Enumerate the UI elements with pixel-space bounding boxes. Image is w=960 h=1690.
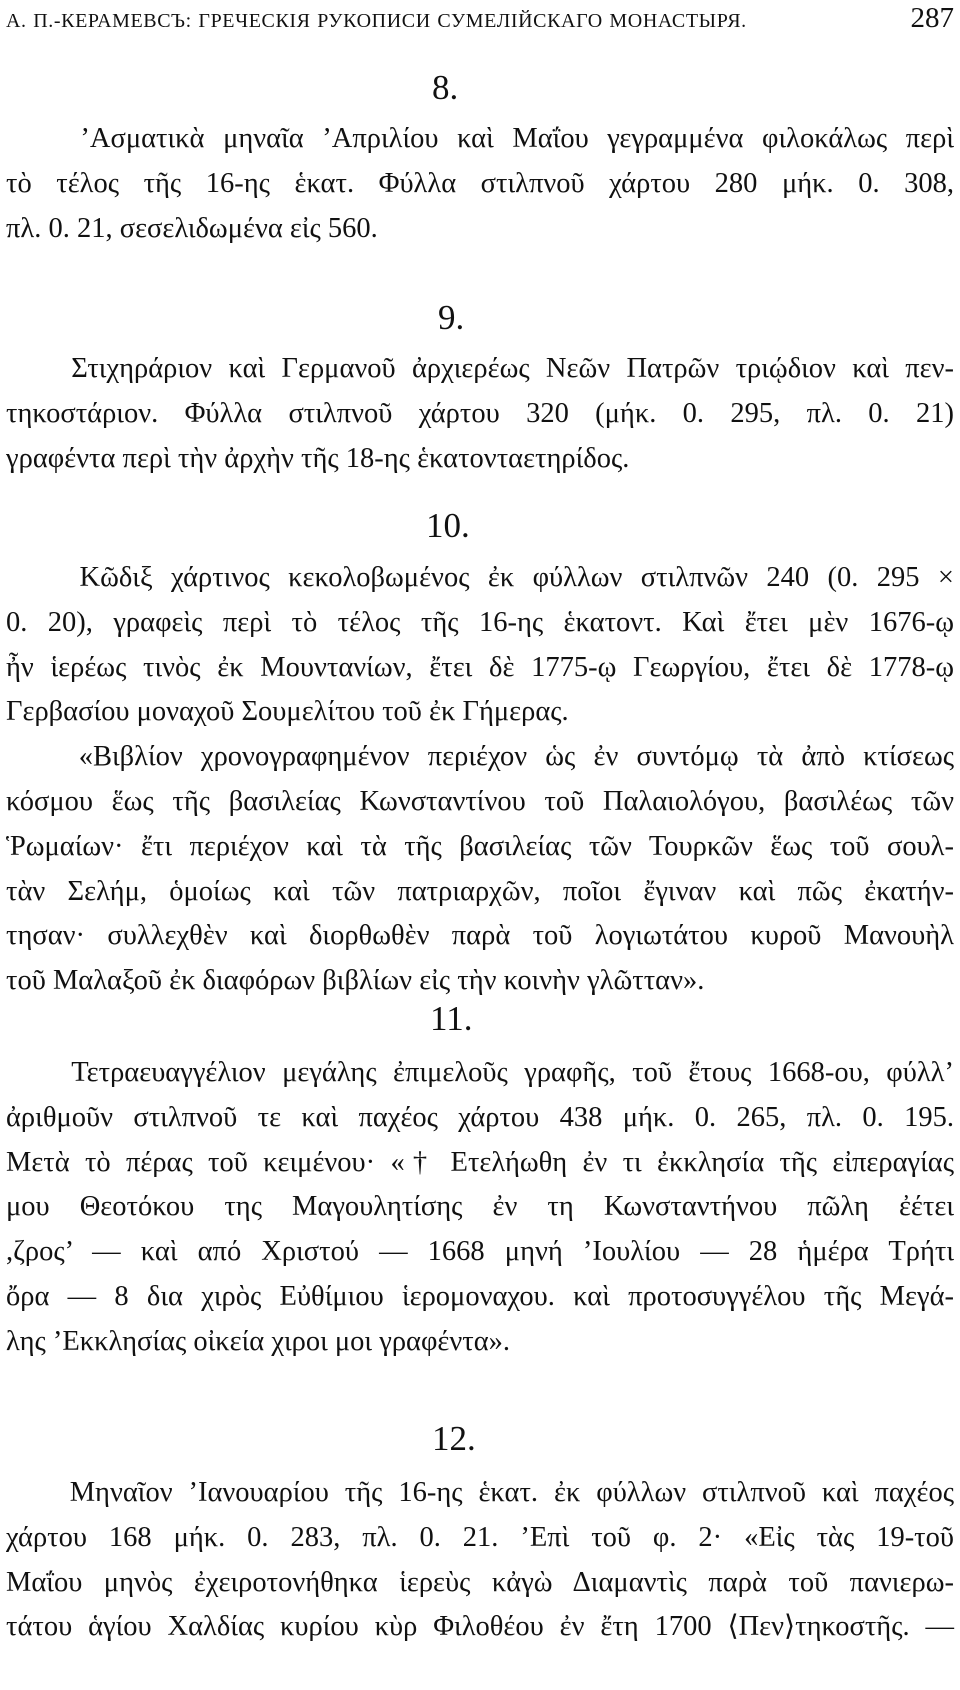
entry-10-line: τησαν· συλλεχθὲν καὶ διορθωθὲν παρὰ τοῦ λογιωτάτου κυροῦ Μανουὴλ <box>6 920 954 952</box>
entry-12-line: Μηναῖον ’Ιανουαρίου τῆς 16-ης ἑκατ. ἐκ φύλλων στιλπνοῦ καὶ παχέος <box>6 1477 954 1508</box>
entry-9-line: γραφέντα περὶ τὴν ἀρχὴν τῆς 18-ης ἑκατονταετηρίδος. <box>6 442 630 474</box>
entry-10-line: 0. 20), γραφεὶς περὶ τὸ τέλος τῆς 16-ης ἑκατοντ. Καὶ ἔτει μὲν 1676-ῳ <box>6 606 954 638</box>
entry-9-text <box>6 347 954 481</box>
entry-11-text <box>6 1051 954 1365</box>
entry-10-line: τὰν Σελήμ, ὁμοίως καὶ τῶν πατριαρχῶν, ποῖοι ἔγιναν καὶ πῶς ἐκατήν- <box>6 875 954 907</box>
entry-10-text <box>6 556 954 1004</box>
entry-10-line: κόσμου ἕως τῆς βασιλείας Κωνσταντίνου τοῦ Παλαιολόγου, βασιλέως τῶν <box>6 785 954 817</box>
entry-12-line: χάρτου 168 μήκ. 0. 283, πλ. 0. 21. ’Επὶ τοῦ φ. 2· «Εἰς τὰς 19-τοῦ <box>6 1521 954 1553</box>
entry-12-line: Μαΐου μηνὸς ἐχειροτονήθηκα ἱερεὺς κἀγὼ Διαμαντὶς παρὰ τοῦ πανιερω- <box>6 1566 954 1598</box>
running-head <box>6 2 954 35</box>
entry-10-line: Ῥωμαίων· ἔτι περιέχον καὶ τὰ τῆς βασιλείας τῶν Τουρκῶν ἕως τοῦ σουλ- <box>6 830 954 862</box>
entry-11-line: Μετὰ τὸ πέρας τοῦ κειμένου· «† Ετελήωθη ἐν τι ἐκκλησία τῆς εἰπεραγίας <box>6 1146 954 1178</box>
entry-number-8: 8. <box>432 68 459 107</box>
entry-9-line: Στιχηράριον καὶ Γερμανοῦ ἀρχιερέως Νεῶν Πατρῶν τριῴδιον καὶ πεν- <box>6 353 954 384</box>
entry-9-line: τηκοστάριον. Φύλλα στιλπνοῦ χάρτου 320 (μήκ. 0. 295, πλ. 0. 21) <box>6 397 954 429</box>
entry-10-line: Κῶδιξ χάρτινος κεκολοβωμένος ἐκ φύλλων στιλπνῶν 240 (0. 295 × <box>6 562 954 593</box>
entry-8-line: πλ. 0. 21, σεσελιδωμένα εἰς 560. <box>6 212 378 244</box>
running-title: А. П.-КЕРАМЕВСЪ: ГРЕЧЕСКІЯ РУКОПИСИ СУМЕЛІЙСКАГО МОНАСТЫРЯ. <box>6 10 747 32</box>
entry-10-line: Γερβασίου μοναχοῦ Σουμελίτου τοῦ ἐκ Γήμερας. <box>6 696 569 728</box>
entry-number-10: 10. <box>426 506 470 545</box>
entry-11-line: μου Θεοτόκου της Μαγουλητίσης ἐν τη Κωνσταντήνου πῶλη ἐέτει <box>6 1191 954 1223</box>
entry-11-line: ,ζρος’ — καὶ από Χριστού — 1668 μηνή ’Ιουλίου — 28 ἡμέρα Τρήτι <box>6 1236 954 1268</box>
entry-12-line: τάτου ἁγίου Χαλδίας κυρίου κὺρ Φιλοθέου ἐν ἔτη 1700 ⟨Πεν⟩τηκοστῆς. — <box>6 1611 954 1643</box>
entry-10-line: τοῦ Μαλαξοῦ ἐκ διαφόρων βιβλίων εἰς τὴν κοινὴν γλῶτταν». <box>6 965 705 997</box>
entry-10-line: «Βιβλίον χρονογραφημένον περιέχον ὡς ἐν συντόμῳ τὰ ἀπὸ κτίσεως <box>6 741 954 773</box>
entry-number-11: 11. <box>430 999 473 1038</box>
entry-number-12: 12. <box>432 1419 476 1458</box>
entry-8-text <box>6 117 954 251</box>
entry-12-text <box>6 1471 954 1650</box>
entry-number-9: 9. <box>438 298 465 337</box>
entry-8-line: τὸ τέλος τῆς 16-ης ἑκατ. Φύλλα στιλπνοῦ χάρτου 280 μήκ. 0. 308, <box>6 167 954 199</box>
entry-11-line: ἀριθμοῦν στιλπνοῦ τε καὶ παχέος χάρτου 438 μήκ. 0. 265, πλ. 0. 195. <box>6 1101 954 1133</box>
entry-8-line: ’Ασματικὰ μηναῖα ’Απριλίου καὶ Μαΐου γεγραμμένα φιλοκάλως περὶ <box>6 123 954 154</box>
page-number: 287 <box>910 2 954 34</box>
entry-11-line: Τετραευαγγέλιον μεγάλης ἐπιμελοῦς γραφῆς, τοῦ ἔτους 1668-ου, φύλλ’ <box>6 1057 954 1088</box>
entry-11-line: λης ’Εκκλησίας οἰκεία χιροι μοι γραφέντα». <box>6 1325 511 1357</box>
entry-11-line: ὄρα — 8 δια χιρὸς Εὐθίμιου ἱερομοναχου. καὶ προτοσυγγέλου τῆς Μεγά- <box>6 1280 954 1312</box>
entry-10-line: ἦν ἱερέως τινὸς ἐκ Μουντανίων, ἔτει δὲ 1775-ῳ Γεωργίου, ἔτει δὲ 1778-ῳ <box>6 651 954 683</box>
